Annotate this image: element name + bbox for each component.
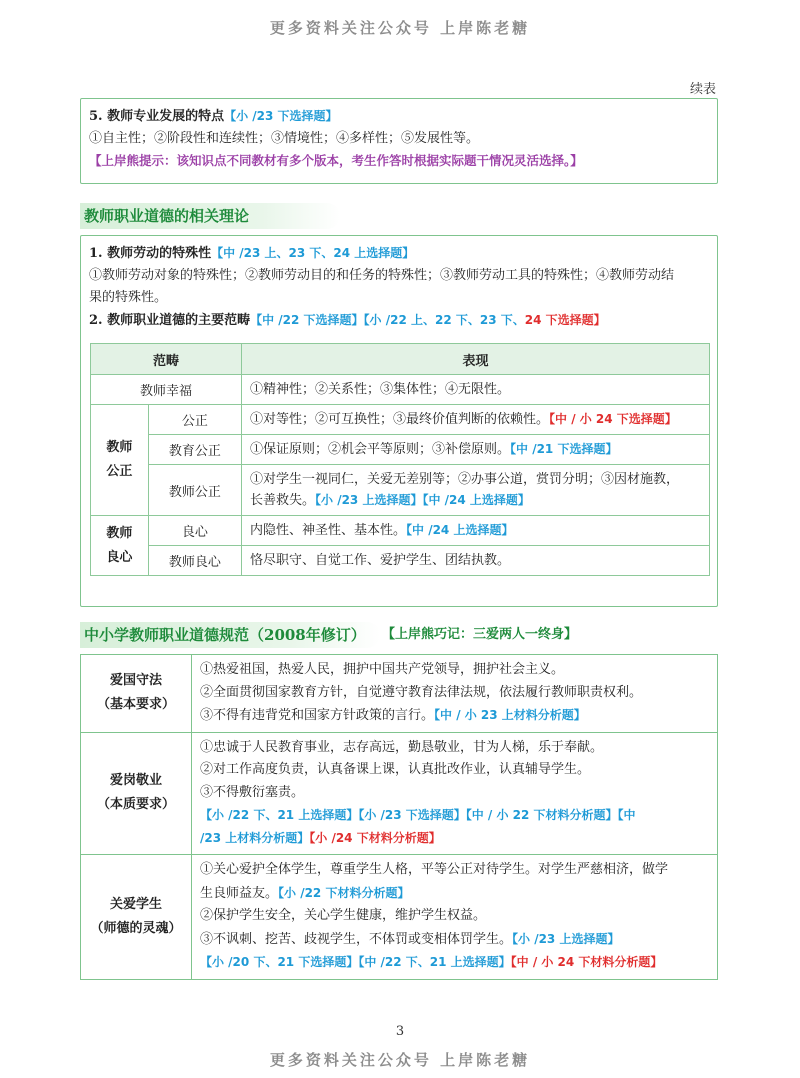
happiness-content: ①精神性；②关系性；③集体性；④无限性。 — [242, 375, 710, 405]
table-row — [91, 546, 710, 576]
happiness-label: 教师幸福 — [91, 375, 242, 405]
watermark-top: 更多资料关注公众号 上岸陈老糖 — [269, 19, 531, 37]
justice-label: 公正 — [148, 405, 241, 435]
table-row — [81, 732, 718, 855]
development-items: ①自主性；②阶段性和连续性；③情境性；④多样性；⑤发展性等。 — [89, 131, 480, 146]
conscience-tag: 【中 /24 上选择题】 — [406, 523, 514, 537]
norm-body-dedication — [192, 732, 718, 855]
norm-tag-red: 【中 / 小 24 下材料分析题】 — [510, 955, 663, 969]
edu-justice-label: 教育公正 — [148, 435, 241, 465]
norm-tags-line2 — [200, 827, 709, 851]
norm-tag-blue: 【小 /20 下、21 下选择题】【中 /22 下、21 上选择题】 — [200, 955, 511, 969]
norm-tag: 【小 /23 上选择题】 — [512, 931, 620, 946]
ethics-category-tag-red: 24 下选择题】 — [524, 313, 606, 327]
ethics-category-tag-blue: 【中 /22 下选择题】【小 /22 上、22 下、23 下、 — [250, 313, 525, 327]
conscience-group-text: 教师良心 — [106, 525, 133, 565]
table-row — [91, 435, 710, 465]
teacher-justice-line2 — [250, 490, 701, 511]
norm-line: ①关心爱护全体学生，尊重学生人格，平等公正对待学生。对学生严慈相济，做学 — [200, 862, 669, 877]
development-tip-line — [89, 150, 709, 173]
norm-line: ②保护学生安全，关心学生健康，维护学生权益。 — [200, 908, 487, 923]
norm-tags-line1: 【小 /22 下、21 上选择题】【小 /23 下选择题】【中 / 小 22 下材料分析题】【中 — [200, 808, 636, 822]
table-row — [91, 405, 710, 435]
edu-justice-tag: 【中 /21 下选择题】 — [510, 442, 618, 456]
norm-line — [200, 704, 709, 728]
ethics-norms-table — [80, 654, 718, 980]
norm-line: ③不得敷衍塞责。 — [200, 784, 305, 800]
norm-line-text: ③不讽刺、挖苦、歧视学生，不体罚或变相体罚学生。 — [200, 931, 513, 947]
norm-tag-red: 【小 /24 下材料分析题】 — [309, 830, 441, 845]
labor-items-line1: ①教师劳动对象的特殊性；②教师劳动目的和任务的特殊性；③教师劳动工具的特殊性；④教师劳动结 — [89, 268, 675, 283]
norm-label-dedication — [81, 732, 192, 855]
table-row — [81, 655, 718, 733]
norm-name: 爱岗敬业 — [109, 773, 162, 789]
development-title: 5. 教师专业发展的特点 — [89, 109, 225, 124]
table-row — [91, 465, 710, 516]
teacher-development-box — [80, 98, 718, 184]
edu-justice-text: ①保证原则；②机会平等原则；③补偿原则。 — [250, 442, 511, 457]
development-title-line — [89, 105, 709, 128]
teacher-conscience-label: 教师良心 — [148, 546, 241, 576]
norm-sub: （基本要求） — [96, 697, 175, 713]
conscience-content — [242, 516, 710, 546]
teacher-justice-line1: ①对学生一视同仁，关爱无差别等；②办事公道，赏罚分明；③因材施教， — [250, 472, 680, 487]
norm-line-text: ③不得有违背党和国家方针政策的言行。 — [200, 708, 435, 723]
development-title-tag: 【小 /23 下选择题】 — [224, 109, 338, 123]
norm-sub: （师德的灵魂） — [90, 920, 182, 936]
teacher-justice-content — [242, 465, 710, 516]
table-row — [81, 855, 718, 980]
conscience-text: 内隐性、神圣性、基本性。 — [250, 523, 407, 538]
header-content: 表现 — [242, 344, 710, 375]
labor-items-line2: 果的特殊性。 — [89, 290, 168, 305]
norm-label-care — [81, 855, 192, 980]
norm-label-patriotic — [81, 655, 192, 733]
ethics-category-table — [90, 343, 710, 576]
labor-title-line — [89, 242, 709, 265]
justice-group-label — [91, 405, 149, 516]
norm-body-care — [192, 855, 718, 980]
norm-line: ①忠诚于人民教育事业，志存高远，勤恳敬业，甘为人梯，乐于奉献。 — [200, 739, 604, 755]
section-heading-ethics-theory: 教师职业道德的相关理论 — [80, 203, 340, 229]
justice-group-text: 教师公正 — [106, 440, 133, 479]
justice-content-text: ①对等性；②可互换性；③最终价值判断的依赖性。 — [250, 412, 550, 427]
table-row — [91, 516, 710, 546]
labor-title: 1. 教师劳动的特殊性 — [89, 246, 212, 261]
teacher-conscience-content: 恪尽职守、自觉工作、爱护学生、团结执教。 — [242, 546, 710, 576]
justice-tag: 【中 / 小 24 下选择题】 — [549, 412, 677, 426]
edu-justice-content — [242, 435, 710, 465]
continued-label: 续表 — [689, 82, 716, 97]
norm-tag: 【小 /22 下材料分析题】 — [278, 885, 410, 900]
ethics-category-title-line — [89, 309, 709, 332]
norm-name: 爱国守法 — [109, 673, 162, 689]
norm-line: ①热爱祖国，热爱人民，拥护中国共产党领导，拥护社会主义。 — [200, 662, 565, 677]
page-number: 3 — [395, 1024, 405, 1039]
teacher-justice-label: 教师公正 — [148, 465, 241, 516]
norm-tags-line — [200, 951, 709, 975]
norm-name: 关爱学生 — [109, 896, 162, 912]
header-category: 范畴 — [91, 344, 242, 375]
norm-tag-blue: /23 上材料分析题】 — [200, 830, 310, 845]
norm-line: ②对工作高度负责，认真备课上课，认真批改作业，认真辅导学生。 — [200, 762, 591, 777]
justice-content — [242, 405, 710, 435]
table-header-row — [91, 344, 710, 375]
ethics-category-title: 2. 教师职业道德的主要范畴 — [89, 313, 251, 328]
section-heading-ethics-norms: 中小学教师职业道德规范（2008年修订） — [80, 622, 380, 648]
ethics-norms-mnemonic: 【上岸熊巧记：三爱两人一终身】 — [382, 627, 578, 642]
labor-title-tag: 【中 /23 上、23 下、24 上选择题】 — [211, 246, 415, 260]
conscience-group-label — [91, 516, 149, 576]
norm-sub: （本质要求） — [96, 797, 175, 813]
norm-body-patriotic — [192, 655, 718, 733]
norm-line — [200, 928, 709, 952]
teacher-justice-line2-text: 长善救失。 — [250, 493, 316, 508]
table-row — [91, 375, 710, 405]
norm-line-text: 生良师益友。 — [200, 885, 279, 901]
norm-line: ②全面贯彻国家教育方针，自觉遵守教育法律法规，依法履行教师职责权利。 — [200, 684, 643, 700]
watermark-bottom: 更多资料关注公众号 上岸陈老糖 — [269, 1051, 531, 1069]
norm-tag: 【中 / 小 23 上材料分析题】 — [434, 708, 586, 722]
teacher-justice-tag: 【小 /23 上选择题】【中 /24 上选择题】 — [315, 493, 530, 507]
conscience-label: 良心 — [148, 516, 241, 546]
development-tip: 【上岸熊提示：该知识点不同教材有多个版本，考生作答时根据实际题干情况灵活选择。】 — [89, 153, 583, 168]
norm-line — [200, 882, 709, 906]
